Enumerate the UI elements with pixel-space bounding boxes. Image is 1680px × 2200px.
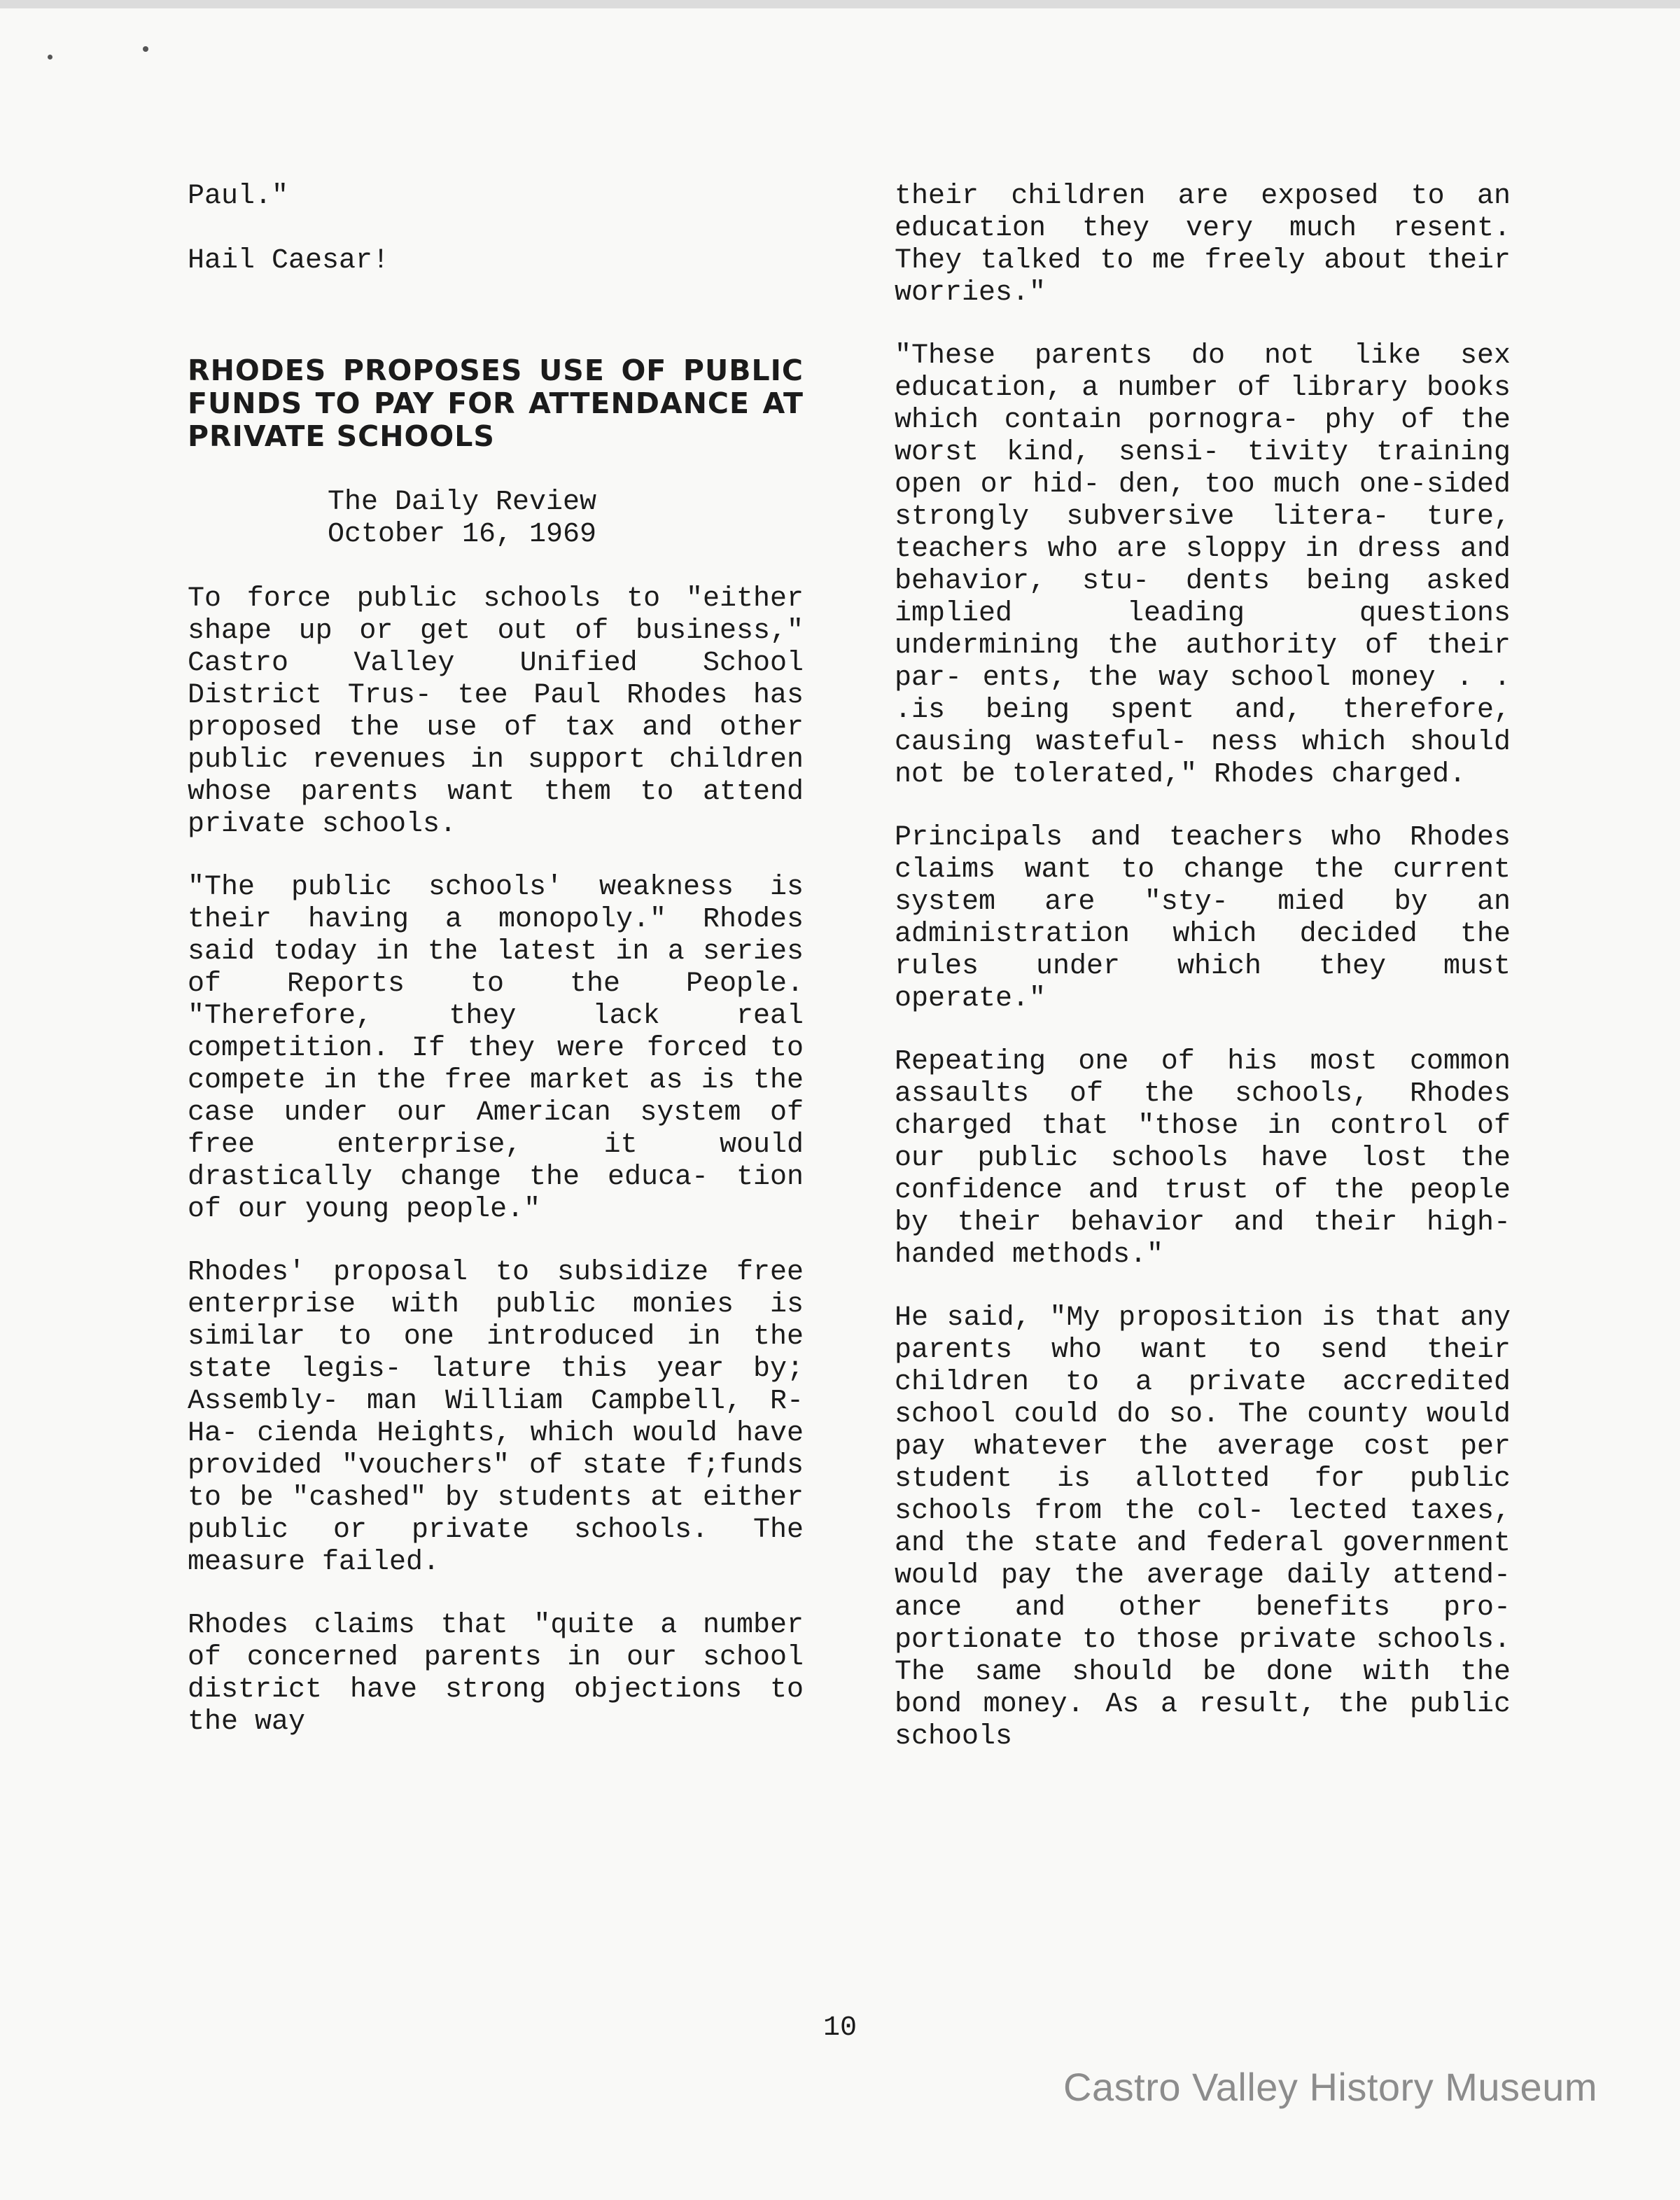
- source-name: The Daily Review: [328, 487, 597, 518]
- scan-edge: [0, 0, 1680, 8]
- paragraph: Repeating one of his most common assaults of the schools, Rhodes charged that "those in control of our public schools have lost the confidence and trust of the people by their behavior and their high-handed methods.": [895, 1046, 1511, 1271]
- paragraph: "These parents do not like sex education, a number of library books which contain pornogra- phy of the worst kind, sensi- tivity training open or hid- den, too much one-sided strongly subversive litera- ture, teachers who are sloppy in dress and behavior, stu- dents being asked implied leading questions undermining the authority of their par- ents, the way school money . . .is being spent and, therefore, causing wasteful- ness which should not be tolerated," Rhodes charged.: [895, 340, 1511, 791]
- article-source: [328, 487, 804, 551]
- paragraph: "The public schools' weakness is their having a monopoly." Rhodes said today in the latest in a series of Reports to the People. "Therefore, they lack real competition. If they were forced to compete in the free market as is the case under our American system of free enterprise, it would drastically change the educa- tion of our young people.": [188, 872, 804, 1225]
- museum-watermark: Castro Valley History Museum: [1063, 2065, 1597, 2109]
- scan-speck: [143, 46, 148, 52]
- paragraph: Rhodes' proposal to subsidize free enterprise with public monies is similar to one introduced in the state legis- lature this year by; Assembly- man William Campbell, R-Ha- cienda Heights, which would have provided "vouchers" of state f;funds to be "cashed" by students at either public or private schools. The measure failed.: [188, 1257, 804, 1578]
- source-date: October 16, 1969: [328, 519, 597, 550]
- article-headline: RHODES PROPOSES USE OF PUBLIC FUNDS TO PAY FOR ATTENDANCE AT PRIVATE SCHOOLS: [188, 354, 804, 453]
- paragraph: Rhodes claims that "quite a number of concerned parents in our school district have strong objections to the way: [188, 1610, 804, 1738]
- left-column: [188, 181, 804, 1739]
- paragraph: He said, "My proposition is that any parents who want to send their children to a private accredited school could do so. The county would pay whatever the average cost per student is allotted for public schools from the col- lected taxes, and the state and federal government would pay the average daily attend- ance and other benefits pro- portionate to those private schools. The same should be done with the bond money. As a result, the public schools: [895, 1302, 1511, 1753]
- scan-speck: [48, 55, 52, 60]
- paragraph: their children are exposed to an education they very much resent. They talked to me freely about their worries.": [895, 181, 1511, 309]
- quote-end-line: Paul.": [188, 181, 289, 212]
- article-headline-block: [188, 354, 804, 453]
- exclamation-line: Hail Caesar!: [188, 245, 390, 277]
- paragraph: Principals and teachers who Rhodes claims want to change the current system are "sty- mied by an administration which decided the rules under which they must operate.": [895, 822, 1511, 1015]
- paragraph: To force public schools to "either shape up or get out of business," Castro Valley Unified School District Trus- tee Paul Rhodes has proposed the use of tax and other public revenues in support children whose parents want them to attend private schools.: [188, 583, 804, 840]
- right-column: [895, 181, 1511, 1753]
- page-number: 10: [822, 2012, 857, 2044]
